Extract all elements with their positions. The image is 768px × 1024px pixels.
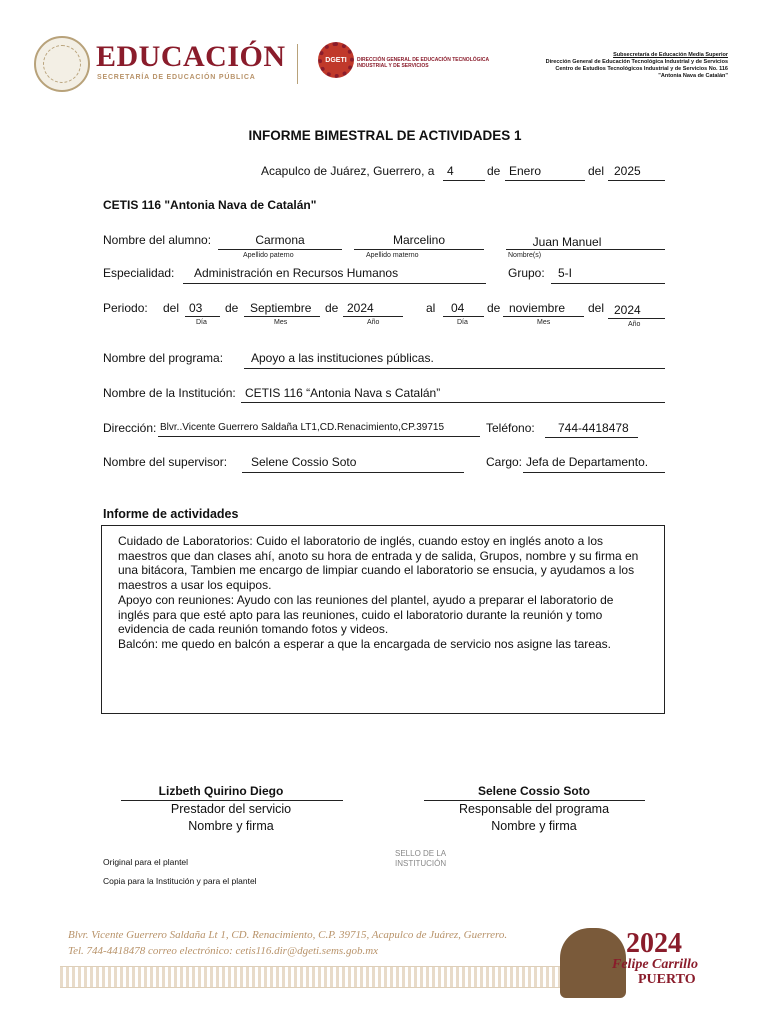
start-month-hint: Mes: [274, 319, 288, 326]
date-day: 4: [447, 164, 454, 178]
end-year-line: [608, 318, 665, 319]
form-title: INFORME BIMESTRAL DE ACTIVIDADES 1: [248, 128, 522, 143]
phone-value: 744-4418478: [558, 421, 629, 435]
footer-address: Blvr. Vicente Guerrero Saldaña Lt 1, CD. Renacimiento, C.P. 39715, Acapulco de Juárez, Guerrero.: [68, 929, 508, 941]
header-line: Centro de Estudios Tecnológicos Industrial y de Servicios No. 116: [555, 66, 728, 72]
group-line: [551, 283, 665, 284]
report-label: Informe de actividades: [103, 507, 239, 521]
period-del2: del: [588, 301, 605, 315]
address-label: Dirección:: [103, 421, 157, 435]
end-day: 04: [451, 301, 465, 315]
program-line: [244, 368, 665, 369]
specialty-line: [183, 283, 486, 284]
start-month: Septiembre: [250, 301, 312, 315]
phone-line: [545, 437, 638, 438]
end-month-line: [503, 316, 584, 317]
start-day-hint: Día: [196, 319, 207, 326]
seal-placeholder: SELLO DE LA INSTITUCIÓN: [395, 849, 447, 868]
report-paragraph: Apoyo con reuniones: Ayudo con las reuniones del plantel, ayudo a preparar el laboratorio de inglés para que esté apto para las reuniones, cuido el laboratorio durante la reunión y tomo evidencia de cada reunión tomando fotos y videos.: [118, 592, 614, 637]
program-value: Apoyo a las instituciones públicas.: [251, 351, 434, 365]
end-month-hint: Mes: [537, 319, 551, 326]
specialty-label: Especialidad:: [103, 266, 175, 280]
group-value: 5-I: [558, 266, 573, 280]
commemorative-year: 2024: [626, 928, 682, 959]
start-year-line: [343, 316, 403, 317]
supervisor-line: [242, 472, 464, 473]
surname1-value: Carmona: [255, 233, 305, 247]
period-de3: de: [487, 301, 501, 315]
address-value: Blvr..Vicente Guerrero Saldaña LT1,CD.Renacimiento,CP.39715: [160, 422, 445, 433]
report-paragraph: Balcón: me quedo en balcón a esperar a que la encargada de servicio nos asigne las tareas.: [118, 636, 611, 651]
brand-subtitle: SECRETARÍA DE EDUCACIÓN PÚBLICA: [97, 74, 256, 81]
institution-header: [488, 52, 728, 80]
date-del: del: [588, 164, 605, 178]
group-label: Grupo:: [508, 266, 545, 280]
dgeti-text: DIRECCIÓN GENERAL DE EDUCACIÓN TECNOLÓGICA INDUSTRIAL Y DE SERVICIOS: [357, 57, 489, 69]
given-names-value: Juan Manuel: [532, 235, 602, 249]
surname2-line: [354, 249, 484, 250]
address-line: [158, 436, 480, 437]
right-signer-role: Responsable del programa: [458, 802, 610, 816]
date-year: 2025: [614, 164, 641, 178]
supervisor-label: Nombre del supervisor:: [103, 455, 228, 469]
position-line: [523, 472, 665, 473]
surname1-line: [218, 249, 342, 250]
copy-note-original: Original para el plantel: [103, 857, 189, 867]
end-month: noviembre: [509, 301, 566, 315]
specialty-value: Administración en Recursos Humanos: [194, 266, 399, 280]
period-label: Periodo:: [103, 301, 148, 315]
header-line: "Antonia Nava de Catalán": [658, 73, 728, 79]
copy-note-institution: Copia para la Institución y para el plantel: [103, 876, 257, 886]
date-year-line: [608, 180, 665, 181]
position-value: Jefa de Departamento.: [526, 455, 649, 469]
phone-label: Teléfono:: [486, 421, 535, 435]
date-month: Enero: [509, 164, 542, 178]
dgeti-gear-icon: [318, 42, 354, 78]
header-line: Dirección General de Educación Tecnológica Industrial y de Servicios: [545, 59, 728, 65]
period-del: del: [163, 301, 180, 315]
surname1-hint: Apellido paterno: [243, 252, 294, 259]
commemorative-name-line1: Felipe Carrillo: [612, 957, 698, 972]
date-day-line: [443, 180, 485, 181]
surname2-value: Marcelino: [392, 233, 446, 247]
right-signer-caption: Nombre y firma: [491, 819, 577, 833]
decorative-pattern: [60, 966, 560, 988]
end-day-line: [443, 316, 484, 317]
date-month-line: [505, 180, 585, 181]
left-signer-name: Lizbeth Quirino Diego: [158, 784, 284, 798]
institution-line: [241, 402, 665, 403]
school-name: CETIS 116 "Antonia Nava de Catalán": [103, 198, 317, 212]
header-line: Subsecretaría de Educación Media Superior: [613, 52, 728, 58]
brand-title: EDUCACIÓN: [96, 40, 286, 73]
period-de2: de: [325, 301, 339, 315]
report-paragraph: Cuidado de Laboratorios: Cuido el laboratorio de inglés, cuando estoy en inglés anoto a los maestros que dan clases ahí, anoto su hora de entrada y de salida, Grupos, nombre y su firma en una bitácora, Tambien me encargo de limpiar cuando el laboratorio se ensucia, y ayudamos a los maestros a usar los equipos.: [118, 534, 639, 593]
header-divider: [297, 44, 298, 84]
dgeti-logo-text: DGETI: [325, 56, 347, 64]
end-day-hint: Día: [457, 319, 468, 326]
start-month-line: [244, 316, 320, 317]
institution-value: CETIS 116 “Antonia Nava s Catalán”: [245, 386, 441, 400]
start-year: 2024: [347, 301, 374, 315]
period-de1: de: [225, 301, 239, 315]
period-al: al: [426, 301, 436, 315]
commemorative-name-line2: PUERTO: [638, 972, 696, 987]
report-box: [101, 525, 665, 714]
start-year-hint: Año: [367, 319, 380, 326]
left-signer-caption: Nombre y firma: [188, 819, 274, 833]
right-signer-name: Selene Cossio Soto: [477, 784, 591, 798]
footer-contact: Tel. 744-4418478 correo electrónico: cetis116.dir@dgeti.sems.gob.mx: [68, 945, 379, 957]
start-day: 03: [189, 301, 203, 315]
end-year-hint: Año: [628, 321, 641, 328]
given-names-hint: Nombre(s): [508, 252, 542, 259]
student-label: Nombre del alumno:: [103, 233, 212, 247]
position-label: Cargo:: [486, 455, 523, 469]
date-de: de: [487, 164, 501, 178]
institution-label: Nombre de la Institución:: [103, 386, 236, 400]
government-seal-icon: [34, 36, 90, 92]
surname2-hint: Apellido materno: [366, 252, 419, 259]
left-signer-role: Prestador del servicio: [170, 802, 292, 816]
supervisor-value: Selene Cossio Soto: [251, 455, 357, 469]
end-year: 2024: [614, 303, 641, 317]
start-day-line: [185, 316, 220, 317]
given-names-line: [506, 249, 665, 250]
program-label: Nombre del programa:: [103, 351, 224, 365]
place-prefix: Acapulco de Juárez, Guerrero, a: [261, 164, 435, 178]
